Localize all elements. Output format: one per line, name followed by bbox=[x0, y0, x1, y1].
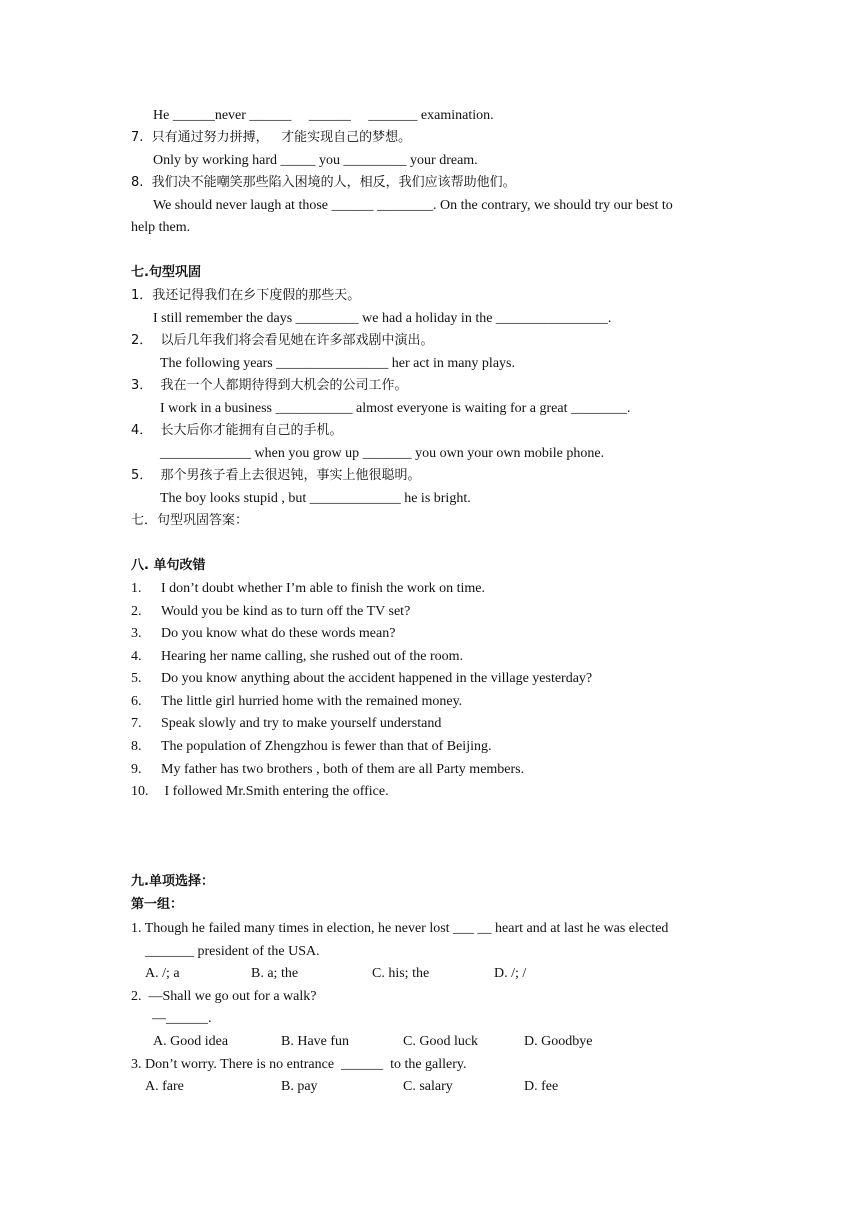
item-text: Do you know what do these words mean? bbox=[161, 626, 396, 641]
sentence-item-3-chinese: 3． 我在一个人都期待得到大机会的公司工作。 bbox=[131, 378, 408, 393]
sentence-item-2-english: The following years ________________ her act in many plays. bbox=[160, 356, 515, 371]
sentence-item-5-english: The boy looks stupid , but _____________ he is bright. bbox=[160, 491, 471, 506]
item-text: The population of Zhengzhou is fewer than that of Beijing. bbox=[161, 739, 492, 754]
correction-item-5 bbox=[131, 670, 592, 688]
sentence-item-1-english: I still remember the days _________ we had a holiday in the ________________. bbox=[153, 311, 612, 326]
item-text: Do you know anything about the accident happened in the village yesterday? bbox=[161, 671, 593, 686]
item-number: 8. bbox=[131, 739, 142, 754]
choice-q1-option-b: B. a; the bbox=[251, 966, 299, 981]
sentence-item-5-chinese: 5． 那个男孩子看上去很迟钝，事实上他很聪明。 bbox=[131, 468, 421, 483]
item-text: I followed Mr.Smith entering the office. bbox=[161, 784, 389, 799]
group-label: 第一组： bbox=[131, 897, 184, 912]
correction-item-3 bbox=[131, 625, 395, 643]
item-number: 5. bbox=[131, 671, 142, 686]
exercise-8-english-line2: help them. bbox=[131, 220, 191, 235]
sentence-item-4-english: _____________ when you grow up _______ you own your own mobile phone. bbox=[160, 446, 605, 461]
correction-item-4 bbox=[131, 648, 463, 666]
section-title-9: 九.单项选择： bbox=[131, 874, 214, 889]
choice-q1-option-c: C. his; the bbox=[372, 966, 430, 981]
exercise-8-english-line1: We should never laugh at those ______ ________. On the contrary, we should try our best to bbox=[153, 198, 673, 213]
item-number: 6. bbox=[131, 694, 142, 709]
correction-item-10 bbox=[131, 783, 389, 801]
choice-q3-option-a: A. fare bbox=[145, 1079, 184, 1094]
correction-item-8 bbox=[131, 738, 491, 756]
sentence-item-4-chinese: 4． 长大后你才能拥有自己的手机。 bbox=[131, 423, 343, 438]
item-number: 10. bbox=[131, 784, 149, 799]
exercise-8-chinese: 8. 我们决不能嘲笑那些陷入困境的人，相反，我们应该帮助他们。 bbox=[131, 175, 516, 190]
correction-item-7 bbox=[131, 715, 441, 733]
item-text: Speak slowly and try to make yourself understand bbox=[161, 716, 442, 731]
correction-item-1 bbox=[131, 580, 485, 598]
section-title-7: 七.句型巩固 bbox=[131, 265, 201, 280]
item-text: Would you be kind as to turn off the TV set? bbox=[161, 604, 411, 619]
choice-q2-option-a: A. Good idea bbox=[153, 1034, 229, 1049]
choice-q2-option-b: B. Have fun bbox=[281, 1034, 350, 1049]
item-number: 3. bbox=[131, 626, 142, 641]
choice-question-3-line1: 3. Don’t worry. There is no entrance ______ to the gallery. bbox=[131, 1057, 467, 1072]
item-text: My father has two brothers , both of them are all Party members. bbox=[161, 762, 525, 777]
exercise-line-he: He ______never ______ ______ _______ examination. bbox=[153, 108, 494, 123]
sentence-item-2-chinese: 2． 以后几年我们将会看见她在许多部戏剧中演出。 bbox=[131, 333, 434, 348]
item-number: 2. bbox=[131, 604, 142, 619]
choice-q2-option-c: C. Good luck bbox=[403, 1034, 479, 1049]
item-text: I don’t doubt whether I’m able to finish the work on time. bbox=[161, 581, 486, 596]
answer-label-7: 七．句型巩固答案： bbox=[131, 513, 249, 528]
choice-question-1-line2: _______ president of the USA. bbox=[145, 944, 320, 959]
exercise-7-chinese: 7. 只有通过努力拼搏， 才能实现自己的梦想。 bbox=[131, 130, 412, 145]
correction-item-9 bbox=[131, 761, 524, 779]
choice-q1-option-a: A. /; a bbox=[145, 966, 180, 981]
item-text: The little girl hurried home with the remained money. bbox=[161, 694, 463, 709]
choice-q3-option-d: D. fee bbox=[524, 1079, 559, 1094]
item-number: 1. bbox=[131, 581, 142, 596]
item-number: 9. bbox=[131, 762, 142, 777]
item-text: Hearing her name calling, she rushed out of the room. bbox=[161, 649, 464, 664]
choice-q2-option-d: D. Goodbye bbox=[524, 1034, 593, 1049]
sentence-item-1-chinese: 1．我还记得我们在乡下度假的那些天。 bbox=[131, 288, 361, 303]
choice-q3-option-c: C. salary bbox=[403, 1079, 453, 1094]
choice-question-1-line1: 1. Though he failed many times in election, he never lost ___ __ heart and at last he was elected bbox=[131, 921, 669, 936]
correction-item-6 bbox=[131, 693, 462, 711]
exercise-7-english: Only by working hard _____ you _________ your dream. bbox=[153, 153, 478, 168]
correction-item-2 bbox=[131, 603, 410, 621]
choice-question-2-line1: 2. —Shall we go out for a walk? bbox=[131, 989, 317, 1004]
choice-q3-option-b: B. pay bbox=[281, 1079, 318, 1094]
section-title-8: 八. 单句改错 bbox=[131, 558, 206, 573]
choice-question-2-line2: —______. bbox=[152, 1011, 212, 1026]
item-number: 4. bbox=[131, 649, 142, 664]
sentence-item-3-english: I work in a business ___________ almost everyone is waiting for a great ________. bbox=[160, 401, 631, 416]
choice-q1-option-d: D. /; / bbox=[494, 966, 527, 981]
item-number: 7. bbox=[131, 716, 142, 731]
